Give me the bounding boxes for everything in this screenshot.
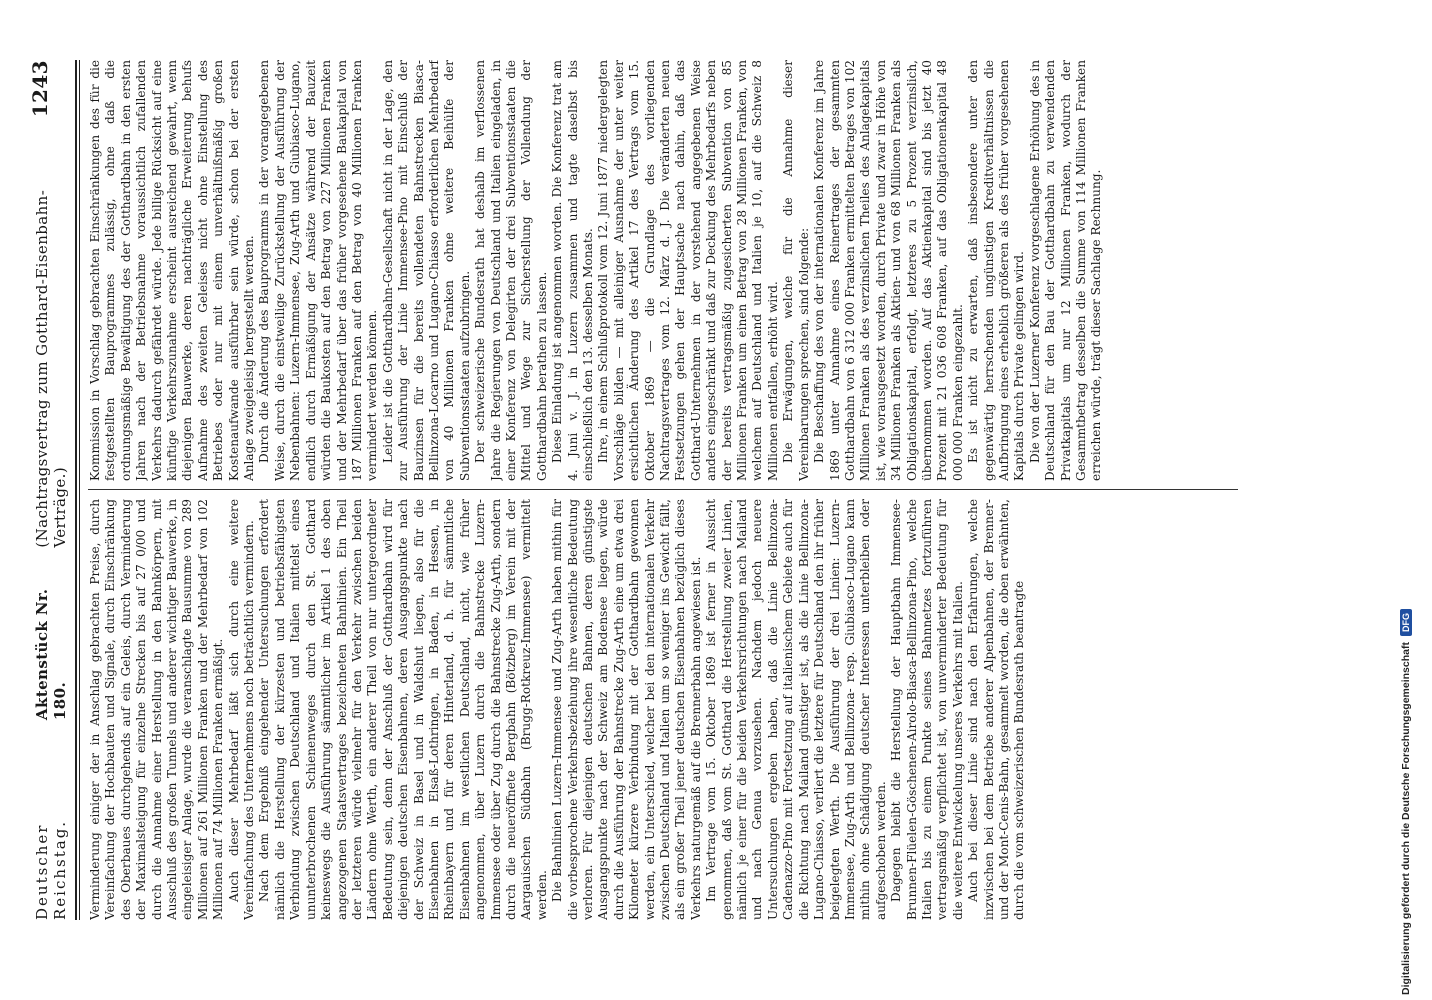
header-rule [79, 60, 80, 920]
paragraph: Im Vertrage vom 15. Oktober 1869 ist ferner in Aussicht genommen, daß vom St. Gotthard die Herstellung zweier Linien, nämlich je einer für die beiden Verkehrsrichtungen nach Mailand und nach Genua vorzusehen. Nachdem jedoch neuere Untersuchungen ergeben haben, daß die Linie Bellinzona-Cadenazzo-Pino mit Fortsetzung auf italienischem Gebiete auch für die Richtung nach Mailand günstiger ist, als die Linie Bellinzona-Lugano-Chiasso, verliert die letztere für Deutschland den ihr früher beigelegten Werth. Die Ausführung der drei Linien: Luzern-Immensee, Zug-Arth und Bellinzona- resp. Giubiasco-Lugano kann mithin ohne Schädigung deutscher Interessen unterbleiben oder aufgeschoben werden. [704, 499, 888, 920]
header-document-number: Aktenstück Nr. 180. [33, 588, 69, 721]
paragraph: Auch dieser Mehrbedarf läßt sich durch eine weitere Vereinfachung des Unternehmens noch beträchtlich vermindern. [226, 499, 257, 920]
paragraph: Verminderung einiger der in Anschlag gebrachten Preise, durch Vereinfachung der Hochbauten und Signale, durch Einschränkung des Oberbaues durchgehends auf ein Geleis, durch Verminderung der Maximalsteigung für einzelne Strecken bis auf 27 0/00 und durch die Annahme einer Herstellung in den Bahnkörpern, mit Ausschluß des großen Tunnels und anderer wichtiger Bauwerke, in eingeleisiger Anlage, wurde die veranschlagte Bausumme von 289 Millionen auf 261 Millionen Franken und der Mehrbedarf von 102 Millionen auf 74 Millionen Franken ermäßigt. [88, 499, 226, 920]
header-title: (Nachtragsvertrag zum Gotthard-Eisenbahn-Verträge.) [33, 189, 69, 548]
paragraph: Die Erwägungen, welche für die Annahme dieser Vereinbarungen sprechen, sind folgende: [781, 60, 811, 481]
paragraph: Dagegen bleibt die Herstellung der Hauptbahn Immensee-Brunnen-Flüelen-Göschenen-Airolo-Biasca-Bellinzona-Pino, welche Italien bis zu einem Punkte seines Bahnnetzes fortzuführen vertragsmäßig verpflichtet ist, von unverminderter Bedeutung für die weitere Entwickelung unseres Verkehrs mit Italien. [889, 499, 965, 920]
header-left: Deutscher Reichstag. [33, 819, 69, 920]
column-divider [88, 489, 1238, 490]
paragraph: Kommission in Vorschlag gebrachten Einschränkungen des für die festgestellten Bauprogrammes zulässig, ohne daß die ordnungsmäßige Bewältigung des der Gotthardbahn in den ersten Jahren nach der Betriebsnahme voraussichtlich zufallenden Verkehrs dadurch gefährdet würde. Jede billige Rücksicht auf eine künftige Verkehrszunahme erscheint ausreichend gewahrt, wenn diejenigen Bauwerke, deren nachträgliche Erweiterung behufs Aufnahme des zweiten Geleises nicht ohne Einstellung des Betriebes oder nur mit einem unverhältnißmäßig großen Kostenaufwande ausführbar sein würde, schon bei der ersten Anlage zweigeleisig hergestellt werden. [88, 60, 257, 481]
paragraph: Es ist nicht zu erwarten, daß insbesondere unter den gegenwärtig herrschenden ungünstigen Kreditverhältnissen die Aufbringung eines erheblich größeren als des früher vorgesehenen Kapitals durch Private gelingen wird. [966, 60, 1027, 481]
left-column [88, 499, 1238, 920]
page-number: 1243 [28, 60, 52, 118]
text-columns [88, 60, 1238, 920]
dfg-logo: DFG [1400, 609, 1412, 636]
paragraph: Die Bahnlinien Luzern-Immensee und Zug-Arth haben mithin für die vorbesprochene Verkehrsbeziehung ihre wesentliche Bedeutung verloren. Für diejenigen deutschen Bahnen, deren günstigste Ausgangspunkte nach der Schweiz am Bodensee liegen, würde durch die Ausführung der Bahnstrecke Zug-Arth eine um etwa drei Kilometer kürzere Verbindung mit der Gotthardbahn gewonnen werden, ein Unterschied, welcher bei den internationalen Verkehr zwischen Deutschland und Italien um so weniger ins Gewicht fällt, als ein großer Theil jener deutschen Eisenbahnen bezüglich dieses Verkehrs naturgemäß auf die Brennerbahn angewiesen ist. [550, 499, 703, 920]
digitization-credit [1400, 609, 1412, 995]
page-header [28, 60, 77, 920]
right-column [88, 60, 1238, 481]
paragraph: Durch die Änderung des Bauprogramms in der vorangegebenen Weise, durch die einstweilige Zurückstellung der Ausführung der Nebenbahnen: Luzern-Immensee, Zug-Arth und Giubiasco-Lugano, endlich durch Ermäßigung der Ansätze während der Bauzeit würden die Baukosten auf den Betrag von 227 Millionen Franken und der Mehrbedarf über das früher vorgesehene Baukapital von 187 Millionen Franken auf den Betrag von 40 Millionen Franken vermindert werden können. [257, 60, 380, 481]
paragraph: Diese Einladung ist angenommen worden. Die Konferenz trat am 4. Juni v. J. in Luzern zusammen und tagte daselbst bis einschließlich den 13. desselben Monats. [550, 60, 595, 481]
paragraph: Nach dem Ergebniß eingehender Untersuchungen erfordert nämlich die Herstellung der kürzesten und betriebsfähigsten Verbindung zwischen Deutschland und Italien mittelst eines ununterbrochenen Schienenweges durch den St. Gotthard keineswegs die Ausführung sämmtlicher im Artikel 1 des oben angezogenen Staatsvertrages bezeichneten Bahnlinien. Ein Theil der letzteren würde vielmehr für den Verkehr zwischen beiden Ländern ohne Werth, ein anderer Theil von nur untergeordneter Bedeutung sein, denn der Anschluß der Gotthardbahn wird für diejenigen deutschen Eisenbahnen, deren Ausgangspunkte nach der Schweiz in Basel und in Waldshut liegen, also für die Eisenbahnen in Elsaß-Lothringen, in Baden, in Hessen, in Rheinbayern und für deren Hinterland, d. h. für sämmtliche Eisenbahnen im westlichen Deutschland, nicht, wie früher angenommen, über Luzern durch die Bahnstrecke Luzern-Immensee oder über Zug durch die Bahnstrecke Zug-Arth, sondern durch die neueröffnete Bergbahn (Bötzberg) im Verein mit der Aargauischen Südbahn (Brugg-Rotkreuz-Immensee) vermittelt werden. [257, 499, 549, 920]
paragraph: Auch bei dieser Linie sind nach den Erfahrungen, welche inzwischen bei dem Betriebe anderer Alpenbahnen, der Brenner- und der Mont-Cenis-Bahn, gesammelt worden, die oben erwähnten, durch die vom schweizerischen Bundesrath beantragte [966, 499, 1027, 920]
paragraph: Die von der Luzerner Konferenz vorgeschlagene Erhöhung des in Deutschland für den Bau der Gotthardbahn zu verwendenden Privatkapitals um nur 12 Millionen Franken, wodurch der Gesammtbetrag desselben die Summe von 114 Millionen Franken erreichen würde, trägt dieser Sachlage Rechnung. [1027, 60, 1104, 481]
paragraph: Der schweizerische Bundesrath hat deshalb im verflossenen Jahre die Regierungen von Deutschland und Italien eingeladen, in einer Konferenz von Delegirten der drei Subventionsstaaten die Mittel und Wege zur Sicherstellung der Vollendung der Gotthardbahn berathen zu lassen. [473, 60, 549, 481]
paragraph: Ihre, in einem Schlußprotokoll vom 12. Juni 1877 niedergelegten Vorschläge bilden — mit alleiniger Ausnahme der unter weiter ersichtlichen Änderung des Artikel 17 des Vertrags vom 15. Oktober 1869 — die Grundlage des vorliegenden Nachtragsvertrages vom 12. März d. J. Die veränderten neuen Festsetzungen gehen der Hauptsache nach dahin, daß das Gotthard-Unternehmen in der vorstehend angegebenen Weise anders eingeschränkt und daß zur Deckung des Mehrbedarfs neben der bereits vertragsmäßig zugesicherten Subvention von 85 Millionen Franken um einen Betrag von 28 Millionen Franken, von welchem auf Deutschland und Italien je 10, auf die Schweiz 8 Millionen entfallen, erhöht wird. [596, 60, 780, 481]
credit-text: Digitalisierung gefördert durch die Deutsche Forschungsgemeinschaft [1400, 642, 1412, 995]
paragraph: Leider ist die Gotthardbahn-Gesellschaft nicht in der Lage, den zur Ausführung der Linie Immensee-Pino mit Einschluß der Bauzinsen für die bereits vollendeten Bahnstrecken Biasca-Bellinzona-Locarno und Lugano-Chiasso erforderlichen Mehrbedarf von 40 Millionen Franken ohne weitere Beihülfe der Subventionsstaaten aufzubringen. [380, 60, 472, 481]
paragraph: Die Beschaffung des von der internationalen Konferenz im Jahre 1869 unter Annahme eines Reinertrages der gesammten Gotthardbahn von 6 312 000 Franken ermittelten Betrages von 102 Millionen Franken als des verzinslichen Theiles des Anlagekapitals ist, wie vorausgesetzt worden, durch Private und zwar in Höhe von 34 Millionen Franken als Aktien- und von 68 Millionen Franken als Obligationskapital, erfolgt, letzteres zu 5 Prozent verzinslich, übernommen worden. Auf das Aktienkapital sind bis jetzt 40 Prozent mit 21 036 608 Franken, auf das Obligationenkapital 48 000 000 Franken eingezahlt. [812, 60, 965, 481]
